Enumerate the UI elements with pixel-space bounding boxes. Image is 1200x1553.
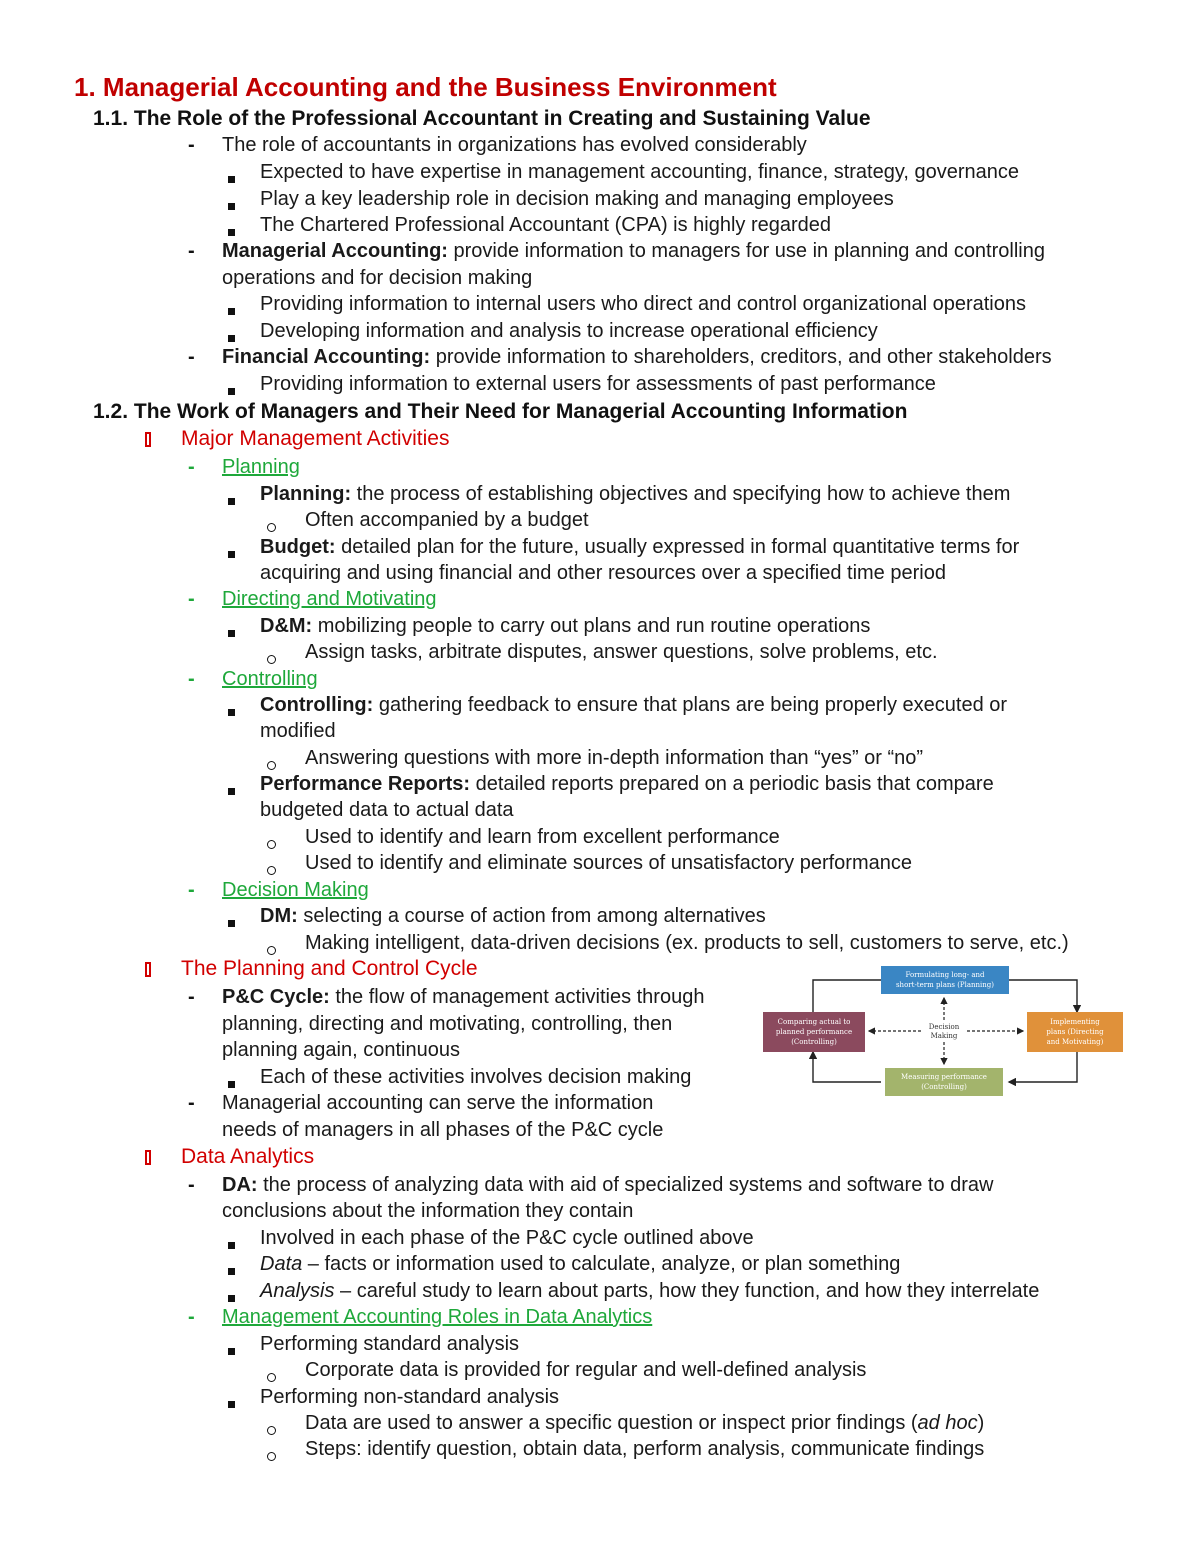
definition: mobilizing people to carry out plans and run routine operations [312, 615, 871, 637]
dash-bullet: - [188, 1306, 195, 1328]
square-bullet [228, 630, 235, 637]
definition: the process of establishing objectives and specifying how to achieve them [351, 483, 1011, 505]
term: Data [260, 1253, 303, 1275]
circle-bullet [267, 523, 276, 532]
list-item: Managerial accounting can serve the information [222, 1092, 654, 1114]
list-item: Involved in each phase of the P&C cycle outlined above [260, 1227, 754, 1249]
list-item [260, 1251, 900, 1277]
list-item [222, 984, 704, 1010]
topic-directing: Directing and Motivating [222, 588, 437, 610]
topic-controlling: Controlling [222, 668, 318, 690]
square-bullet [228, 176, 235, 183]
circle-bullet [267, 655, 276, 664]
list-item: The Chartered Professional Accountant (CPA) is highly regarded [260, 214, 832, 236]
term: P&C Cycle: [222, 986, 330, 1008]
square-bullet [228, 203, 235, 210]
list-item-continuation: budgeted data to actual data [260, 799, 514, 821]
list-item: Steps: identify question, obtain data, perform analysis, communicate findings [305, 1438, 985, 1460]
list-item [260, 481, 1010, 507]
definition: the flow of management activities through [329, 986, 705, 1008]
list-item [260, 692, 1007, 718]
term: D&M: [260, 615, 313, 637]
list-item: Making intelligent, data-driven decisions (ex. products to sell, customers to serve, etc.) [305, 932, 1069, 954]
italic-text: ad hoc [917, 1412, 978, 1434]
list-item: Assign tasks, arbitrate disputes, answer questions, solve problems, etc. [305, 641, 938, 663]
dash-bullet: - [188, 668, 195, 690]
definition: the process of analyzing data with aid of specialized systems and software to draw [257, 1174, 994, 1196]
list-item [260, 613, 870, 639]
dash-bullet: - [188, 879, 195, 901]
list-item [260, 771, 994, 797]
circle-bullet [267, 761, 276, 770]
list-item: Providing information to internal users who direct and control organizational operations [260, 293, 1026, 315]
square-bullet [228, 551, 235, 558]
list-item [260, 534, 1019, 560]
list-item: Performing standard analysis [260, 1333, 520, 1355]
list-item-continuation: planning, directing and motivating, controlling, then [222, 1013, 673, 1035]
dash-bullet: - [188, 986, 195, 1008]
term: Performance Reports: [260, 773, 471, 795]
definition: selecting a course of action from among alternatives [297, 905, 766, 927]
list-item [260, 1278, 1039, 1304]
box-implementing-label: Implementing [1050, 1018, 1100, 1026]
circle-bullet [267, 1426, 276, 1435]
list-item: Corporate data is provided for regular and well-defined analysis [305, 1359, 867, 1381]
text: Data are used to answer a specific question or inspect prior findings ( [305, 1412, 918, 1434]
definition: – careful study to learn about parts, how they function, and how they interrelate [334, 1280, 1040, 1302]
box-planning-label: Formulating long- and [905, 971, 985, 979]
box-measuring-label: Measuring performance [901, 1073, 987, 1081]
definition: – facts or information used to calculate, analyze, or plan something [302, 1253, 901, 1275]
subsection-title: The Planning and Control Cycle [181, 957, 478, 980]
dash-bullet: - [188, 1092, 195, 1114]
term: DM: [260, 905, 298, 927]
list-item: Providing information to external users for assessments of past performance [260, 373, 936, 395]
box-comparing-label: planned performance [775, 1028, 853, 1036]
list-item: Each of these activities involves decision making [260, 1066, 692, 1088]
dash-bullet: - [188, 134, 195, 156]
square-bullet [228, 308, 235, 315]
subsection-title: Data Analytics [181, 1145, 315, 1168]
red-box-bullet [145, 1150, 151, 1165]
definition: provide information to shareholders, creditors, and other stakeholders [430, 346, 1052, 368]
square-bullet [228, 388, 235, 395]
dash-bullet: - [188, 346, 195, 368]
list-item-continuation: acquiring and using financial and other resources over a specified time period [260, 562, 946, 584]
circle-bullet [267, 1452, 276, 1461]
term: Managerial Accounting: [222, 240, 448, 262]
box-implementing-label: and Motivating) [1046, 1038, 1104, 1046]
definition: detailed plan for the future, usually expressed in formal quantitative terms for [335, 536, 1020, 558]
term: DA: [222, 1174, 258, 1196]
list-item [222, 344, 1052, 370]
list-item: Used to identify and eliminate sources of unsatisfactory performance [305, 852, 912, 874]
term: Budget: [260, 536, 336, 558]
circle-bullet [267, 840, 276, 849]
square-bullet [228, 229, 235, 236]
list-item: Expected to have expertise in management accounting, finance, strategy, governance [260, 161, 1019, 183]
section-heading-1-2: 1.2. The Work of Managers and Their Need for Managerial Accounting Information [93, 400, 908, 423]
list-item [222, 238, 1045, 264]
dash-bullet: - [188, 456, 195, 478]
square-bullet [228, 498, 235, 505]
list-item [305, 1410, 984, 1436]
list-item: Used to identify and learn from excellent performance [305, 826, 780, 848]
term: Analysis [260, 1280, 335, 1302]
list-item-continuation: needs of managers in all phases of the P&C cycle [222, 1119, 664, 1141]
term: Controlling: [260, 694, 374, 716]
circle-bullet [267, 946, 276, 955]
term: Financial Accounting: [222, 346, 431, 368]
box-comparing-label: Comparing actual to [777, 1018, 851, 1026]
definition: detailed reports prepared on a periodic basis that compare [470, 773, 994, 795]
list-item: Developing information and analysis to increase operational efficiency [260, 320, 878, 342]
square-bullet [228, 1401, 235, 1408]
list-item-continuation: modified [260, 720, 336, 742]
square-bullet [228, 1348, 235, 1355]
box-implementing-label: plans (Directing [1046, 1028, 1104, 1036]
list-item [222, 1172, 993, 1198]
decision-making-label: Making [930, 1032, 958, 1040]
topic-roles: Management Accounting Roles in Data Analytics [222, 1306, 653, 1328]
square-bullet [228, 1295, 235, 1302]
list-item: Often accompanied by a budget [305, 509, 589, 531]
square-bullet [228, 1242, 235, 1249]
dash-bullet: - [188, 240, 195, 262]
definition: gathering feedback to ensure that plans are being properly executed or [373, 694, 1008, 716]
red-box-bullet [145, 432, 151, 447]
list-item: Performing non-standard analysis [260, 1386, 560, 1408]
dash-bullet: - [188, 588, 195, 610]
circle-bullet [267, 1373, 276, 1382]
square-bullet [228, 920, 235, 927]
term: Planning: [260, 483, 352, 505]
circle-bullet [267, 866, 276, 875]
list-item-continuation: planning again, continuous [222, 1039, 460, 1061]
planning-control-cycle-diagram [757, 962, 1127, 1100]
box-comparing-label: (Controlling) [791, 1038, 837, 1046]
topic-planning: Planning [222, 456, 300, 478]
dash-bullet: - [188, 1174, 195, 1196]
section-heading-1-1: 1.1. The Role of the Professional Accountant in Creating and Sustaining Value [93, 107, 871, 130]
list-item: The role of accountants in organizations has evolved considerably [222, 134, 807, 156]
text: ) [977, 1412, 985, 1434]
box-measuring-label: (Controlling) [921, 1083, 967, 1091]
decision-making-label: Decision [928, 1023, 960, 1031]
subsection-title: Major Management Activities [181, 427, 450, 450]
box-planning-label: short-term plans (Planning) [895, 981, 995, 989]
page-title: 1. Managerial Accounting and the Business Environment [74, 72, 777, 102]
topic-decision-making: Decision Making [222, 879, 369, 901]
square-bullet [228, 1268, 235, 1275]
list-item-continuation: operations and for decision making [222, 267, 533, 289]
square-bullet [228, 709, 235, 716]
red-box-bullet [145, 962, 151, 977]
definition: provide information to managers for use in planning and controlling [447, 240, 1045, 262]
list-item [260, 903, 766, 929]
list-item: Answering questions with more in-depth information than “yes” or “no” [305, 747, 924, 769]
list-item: Play a key leadership role in decision making and managing employees [260, 188, 894, 210]
square-bullet [228, 1081, 235, 1088]
square-bullet [228, 335, 235, 342]
list-item-continuation: conclusions about the information they contain [222, 1200, 634, 1222]
square-bullet [228, 788, 235, 795]
